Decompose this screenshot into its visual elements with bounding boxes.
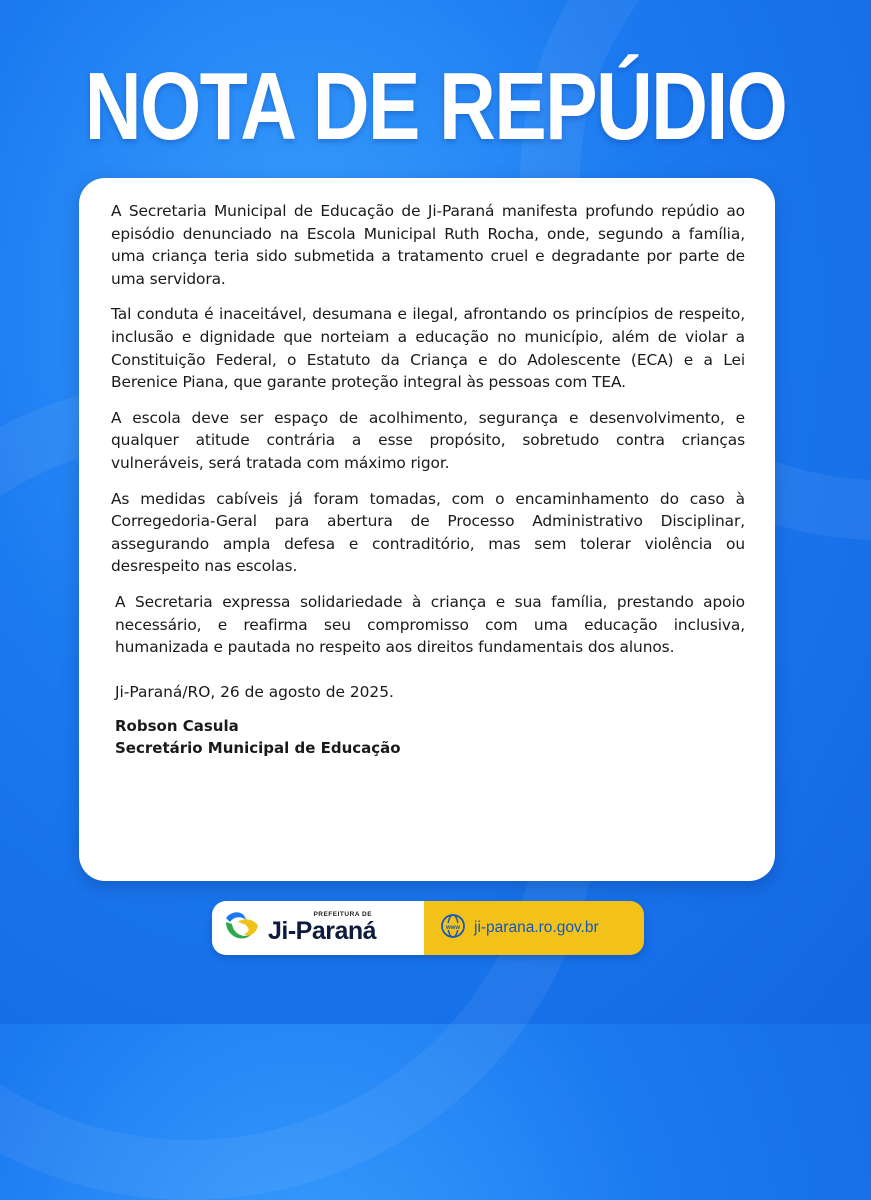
prefeitura-brand xyxy=(268,912,376,945)
www-globe-icon xyxy=(440,913,466,943)
svg-text:www: www xyxy=(445,924,461,931)
note-paragraph: A escola deve ser espaço de acolhimento, segurança e desenvolvimento, e qualquer atitude contrária a esse propósito, sobretudo contra crianças vulneráveis, será tratada com máximo rigor. xyxy=(111,408,745,472)
prefeitura-logo xyxy=(212,901,424,955)
prefeitura-label: PREFEITURA DE xyxy=(313,910,373,918)
website-link[interactable] xyxy=(424,901,644,955)
city-name: Ji-Paraná xyxy=(268,917,377,946)
website-url[interactable]: ji-parana.ro.gov.br xyxy=(474,919,599,936)
city-logo-icon xyxy=(222,908,262,948)
page-title: NOTA DE REPÚDIO xyxy=(84,53,787,160)
note-paragraph: A Secretaria Municipal de Educação de Ji-Paraná manifesta profundo repúdio ao episódio denunciado na Escola Municipal Ruth Rocha, onde, segundo a família, uma criança teria sido submetida a tratamento cruel e degradante por parte de uma servidora. xyxy=(111,202,745,288)
note-date: Ji-Paraná/RO, 26 de agosto de 2025. xyxy=(115,682,394,701)
note-card xyxy=(79,178,775,881)
note-paragraph: Tal conduta é inaceitável, desumana e ilegal, afrontando os princípios de respeito, inclusão e dignidade que norteiam a educação no município, além de violar a Constituição Federal, o Estatuto da Criança e do Adolescente (ECA) e a Lei Berenice Piana, que garante proteção integral às pessoas com TEA. xyxy=(111,305,745,392)
note-paragraph: As medidas cabíveis já foram tomadas, com o encaminhamento do caso à Corregedoria-Geral para abertura de Processo Administrativo Disciplinar, assegurando ampla defesa e contraditório, mas sem tolerar violência ou desrespeito nas escolas. xyxy=(111,489,745,576)
note-paragraph: A Secretaria expressa solidariedade à criança e sua família, prestando apoio necessário, e reafirma seu compromisso com uma educação inclusiva, humanizada e pautada no respeito aos direitos fundamentais dos alunos. xyxy=(115,592,745,657)
signature-role: Secretário Municipal de Educação xyxy=(115,738,401,757)
footer-bar xyxy=(212,901,644,955)
note-body xyxy=(111,200,745,759)
signature-name: Robson Casula xyxy=(115,716,239,735)
